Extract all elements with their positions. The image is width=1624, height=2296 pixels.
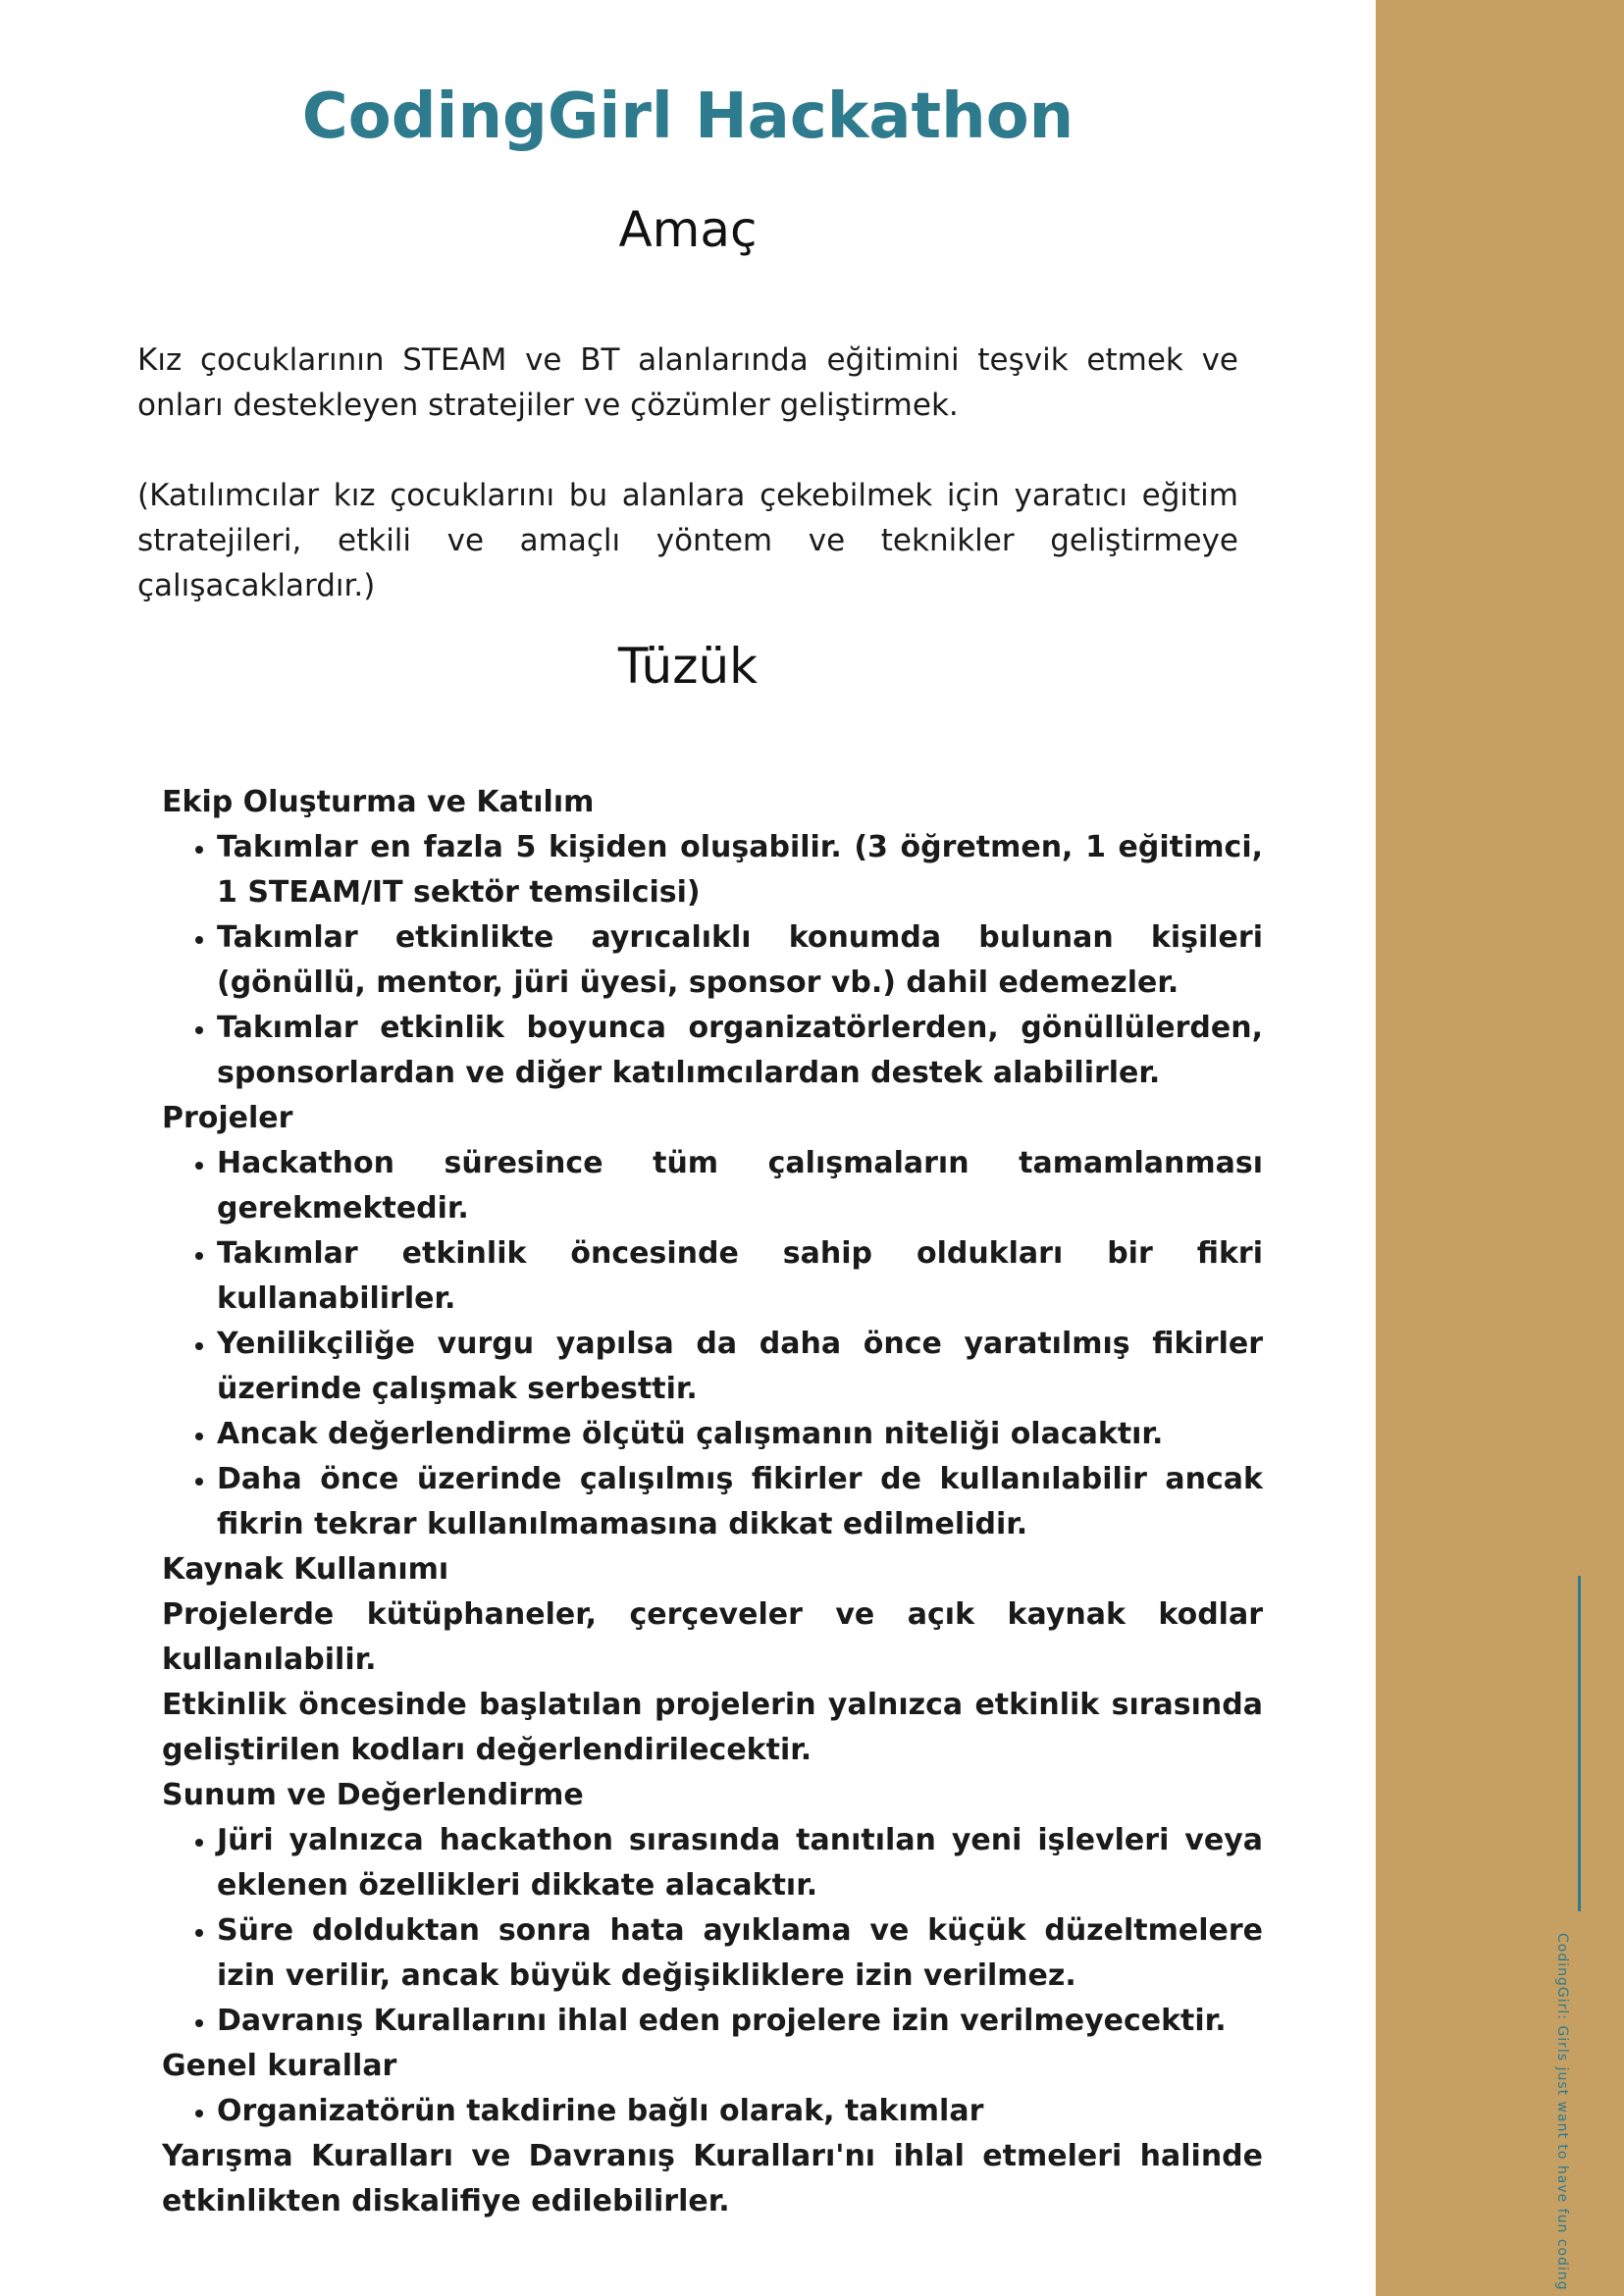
sidebar-accent-line (1578, 1576, 1581, 1911)
kaynak-paragraph: Etkinlik öncesinde başlatılan projelerin yalnızca etkinlik sırasında geliştirilen kodları değerlendirilecektir. (162, 1688, 1263, 1767)
genel-list (162, 2089, 1263, 2134)
section-title-kaynak: Kaynak Kullanımı (162, 1552, 449, 1587)
list-item: • Daha önce üzerinde çalışılmış fikirler de kullanılabilir ancak fikrin tekrar kullanılmamasına dikkat edilmelidir. (217, 1457, 1263, 1547)
list-item: • Takımlar en fazla 5 kişiden oluşabilir. (3 öğretmen, 1 eğitimci, 1 STEAM/IT sektör temsilcisi) (217, 825, 1263, 915)
ekip-list (162, 825, 1263, 1096)
list-item: • Jüri yalnızca hackathon sırasında tanıtılan yeni işlevleri veya eklenen özellikleri dikkate alacaktır. (217, 1818, 1263, 1908)
list-item: • Takımlar etkinlik boyunca organizatörlerden, gönüllülerden, sponsorlardan ve diğer katılımcılardan destek alabilirler. (217, 1006, 1263, 1096)
section-title-genel: Genel kurallar (162, 2049, 397, 2083)
tuzuk-heading: Tüzük (617, 638, 759, 695)
list-item: • Yenilikçiliğe vurgu yapılsa da daha önce yaratılmış fikirler üzerinde çalışmak serbesttir. (217, 1322, 1263, 1412)
list-item: • Süre dolduktan sonra hata ayıklama ve küçük düzeltmelere izin verilir, ancak büyük değişikliklere izin verilmez. (217, 1908, 1263, 1999)
list-item: • Takımlar etkinlikte ayrıcalıklı konumda bulunan kişileri (gönüllü, mentor, jüri üyesi, sponsor vb.) dahil edemezler. (217, 915, 1263, 1006)
list-item: • Takımlar etkinlik öncesinde sahip oldukları bir fikri kullanabilirler. (217, 1231, 1263, 1322)
section-title-ekip: Ekip Oluşturma ve Katılım (162, 785, 595, 819)
section-title-sunum: Sunum ve Değerlendirme (162, 1778, 584, 1812)
section-title-projeler: Projeler (162, 1101, 293, 1135)
sidebar-band (1376, 0, 1624, 2296)
amac-heading: Amaç (618, 201, 758, 258)
amac-paragraph-2: (Katılımcılar kız çocuklarını bu alanlara çekebilmek için yaratıcı eğitim stratejileri, etkili ve amaçlı yöntem ve teknikler geliştirmeye çalışacaklardır.) (137, 478, 1238, 603)
list-item: • Organizatörün takdirine bağlı olarak, takımlar (217, 2089, 1263, 2134)
amac-paragraph-1: Kız çocuklarının STEAM ve BT alanlarında eğitimini teşvik etmek ve onları destekleyen stratejiler ve çözümler geliştirmek. (137, 342, 1238, 423)
projeler-list (162, 1141, 1263, 1547)
list-item: • Ancak değerlendirme ölçütü çalışmanın niteliği olacaktır. (217, 1412, 1263, 1457)
kaynak-paragraph: Projelerde kütüphaneler, çerçeveler ve açık kaynak kodlar kullanılabilir. (162, 1597, 1263, 1677)
list-item: • Hackathon süresince tüm çalışmaların tamamlanması gerekmektedir. (217, 1141, 1263, 1231)
genel-paragraph: Yarışma Kuralları ve Davranış Kuralları'nı ihlal etmeleri halinde etkinlikten diskalifiye edilebilirler. (162, 2139, 1263, 2218)
list-item: • Davranış Kurallarını ihlal eden projelere izin verilmeyecektir. (217, 1999, 1263, 2044)
page-title: CodingGirl Hackathon (301, 80, 1074, 153)
sunum-list (162, 1818, 1263, 2044)
rules-section (162, 780, 1263, 2224)
sidebar-tagline: CodingGirl: Girls just want to have fun coding (1554, 1933, 1570, 2291)
